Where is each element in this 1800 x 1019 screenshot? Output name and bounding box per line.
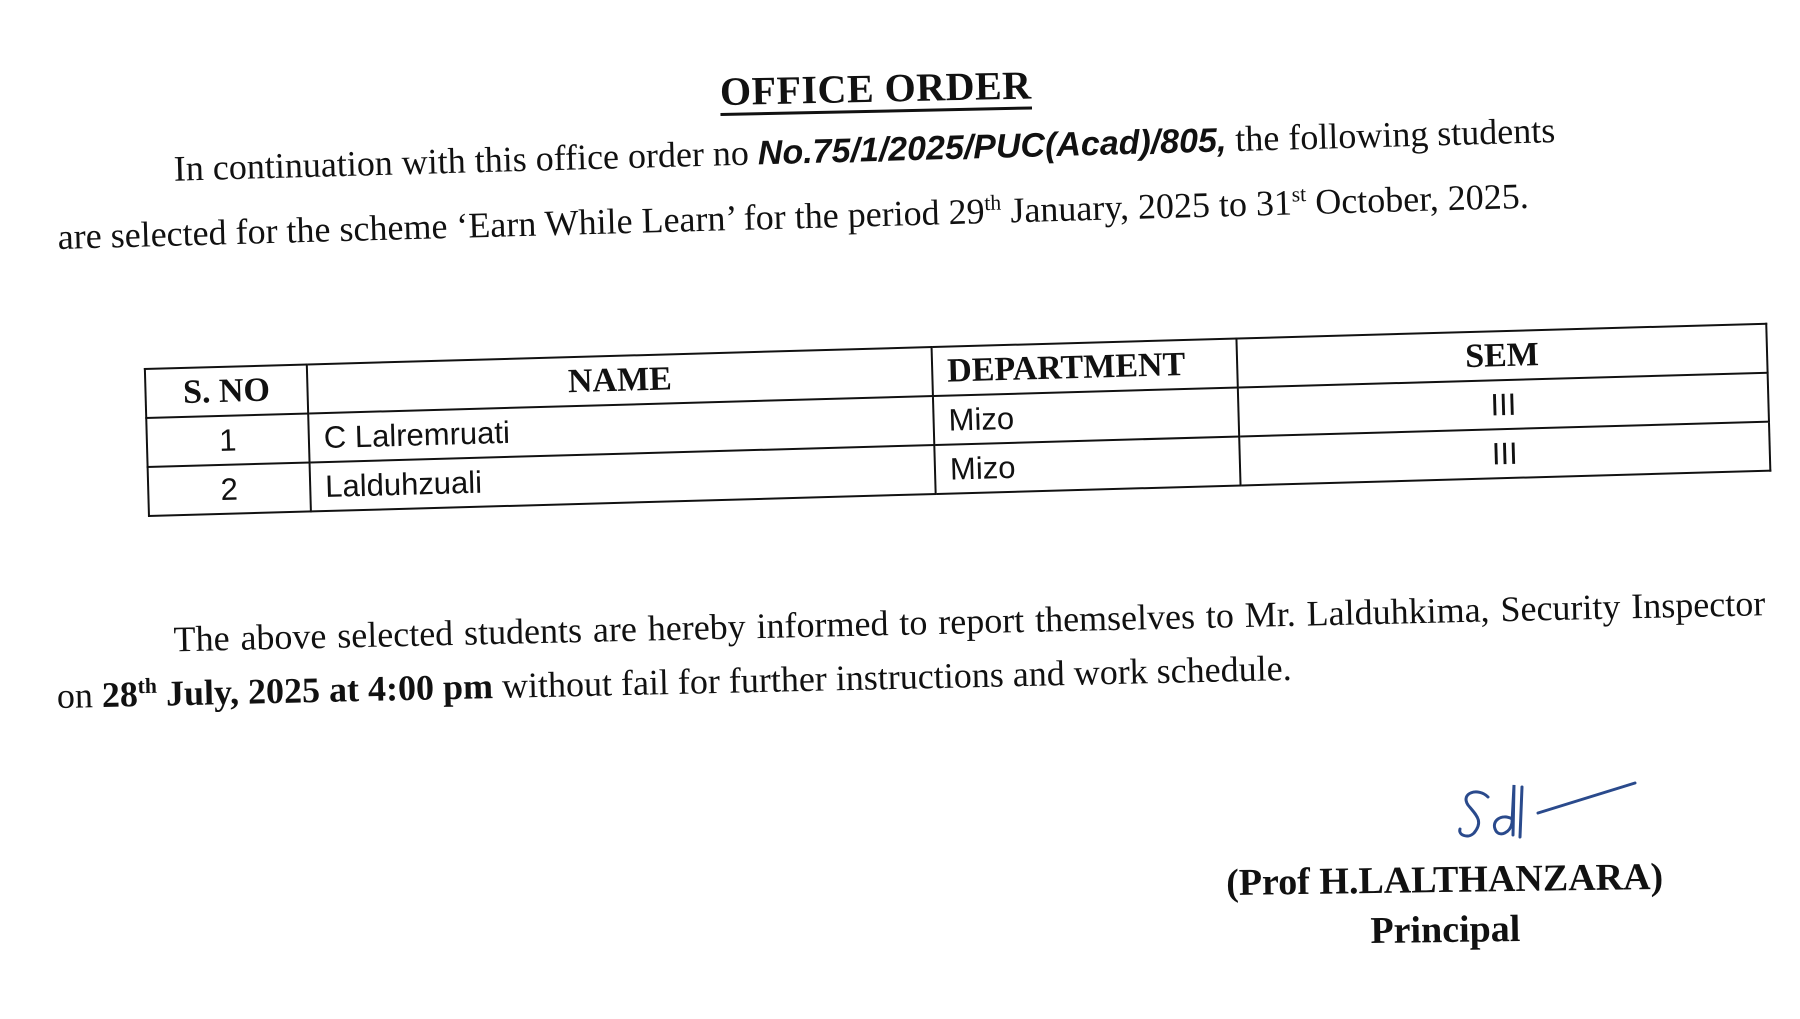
cell-sem: III xyxy=(1239,422,1770,486)
students-table-wrapper xyxy=(144,323,1772,517)
instruction-paragraph xyxy=(55,576,1767,723)
document-title: OFFICE ORDER xyxy=(719,62,1032,114)
cell-sno: 1 xyxy=(146,413,309,467)
report-date-time: July, 2025 at 4:00 pm xyxy=(156,666,494,714)
intro-paragraph xyxy=(55,93,1758,269)
header-sno: S. NO xyxy=(145,365,308,419)
order-number: No.75/1/2025/PUC(Acad)/805, xyxy=(757,121,1227,173)
header-department: DEPARTMENT xyxy=(932,339,1238,396)
header-sem: SEM xyxy=(1236,324,1767,388)
students-table xyxy=(144,323,1772,517)
scheme-text: are selected for the scheme ‘Earn While Learn’ for the period 29 xyxy=(57,191,986,257)
cell-department: Mizo xyxy=(934,437,1240,494)
intro-suffix: the following students xyxy=(1225,110,1556,160)
instruction-text-b: without fail for further instructions and work schedule. xyxy=(492,647,1293,707)
end-date-suffix: st xyxy=(1291,182,1307,207)
period-text: January, 2025 to 31 xyxy=(1000,182,1293,231)
cell-department: Mizo xyxy=(933,388,1239,445)
header-name: NAME xyxy=(307,347,933,413)
intro-prefix: In continuation with this office order no xyxy=(173,132,759,189)
report-date-suffix: th xyxy=(137,673,158,699)
signatory-block xyxy=(1179,851,1710,958)
end-date-text: October, 2025. xyxy=(1305,175,1530,223)
instruction-text-a: The above selected students are hereby informed to report themselves to Mr. Lalduhkima, Security Inspector on xyxy=(56,583,1766,716)
cell-name: Lalduhzuali xyxy=(310,445,936,511)
report-date-day: 28 xyxy=(101,674,139,715)
signature-sd xyxy=(1450,775,1640,855)
signatory-name: (Prof H.LALTHANZARA) xyxy=(1225,855,1664,905)
start-date-suffix: th xyxy=(984,190,1002,216)
cell-sno: 2 xyxy=(148,462,311,516)
signatory-designation: Principal xyxy=(1370,907,1521,953)
cell-sem: III xyxy=(1238,373,1769,437)
cell-name: C Lalremruati xyxy=(308,396,934,462)
